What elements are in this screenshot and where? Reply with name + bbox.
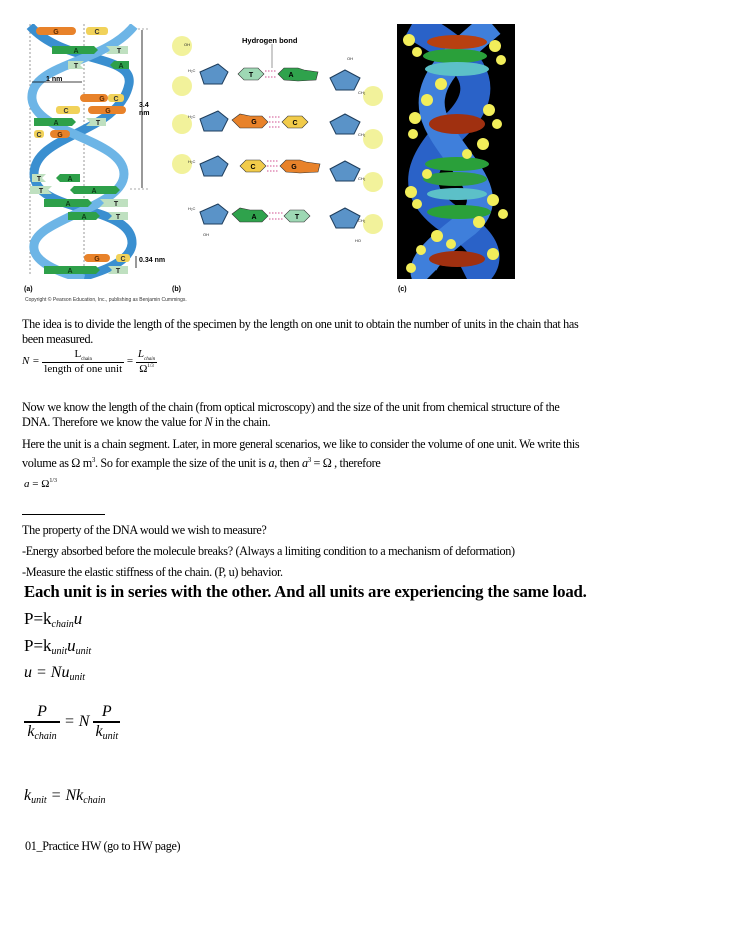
eq4-sub-unit: unit: [51, 646, 68, 657]
equation-kunit: [24, 787, 105, 806]
section-divider: [22, 514, 105, 515]
eq-l2-main: L: [137, 348, 145, 360]
svg-text:OH: OH: [203, 232, 209, 237]
svg-text:CH₂: CH₂: [358, 218, 366, 223]
p2b-post: in the chain.: [212, 415, 271, 429]
svg-text:G: G: [105, 108, 111, 115]
question-property: The property of the DNA would we wish to measure?: [22, 523, 267, 537]
svg-text:T: T: [115, 214, 121, 221]
p2b-pre: DNA. Therefore we know the value for: [22, 415, 205, 429]
p3b-sup2: 3: [307, 456, 311, 464]
svg-text:C: C: [292, 120, 298, 127]
eq6-p2: P: [93, 703, 120, 723]
svg-text:OH: OH: [347, 56, 353, 61]
eq-l-sub: chain: [81, 357, 92, 362]
svg-text:CH₂: CH₂: [358, 176, 366, 181]
svg-text:G: G: [57, 132, 63, 139]
svg-text:T: T: [294, 214, 300, 221]
eq6-eq-n: = N: [60, 713, 94, 731]
svg-text:CH₂: CH₂: [358, 132, 366, 137]
fraction-chain-over-unit: [42, 348, 124, 375]
copyright-notice: Copyright © Pearson Education, Inc., publishing as Benjamin Cummings.: [25, 297, 187, 303]
series-statement: Each unit is in series with the other. And all units are experiencing the same load.: [24, 582, 587, 601]
equation-u-n: [24, 664, 85, 683]
double-helix-diagram: [24, 24, 159, 279]
eq-equals: =: [126, 355, 134, 368]
paragraph-idea: The idea is to divide the length of the specimen by the length on one unit to obtain the number of units in the chain that has: [22, 317, 579, 331]
eq7-sub-chain: chain: [83, 795, 106, 806]
p3b-then: , then: [274, 456, 302, 470]
panel-a-double-helix: [24, 24, 166, 293]
svg-text:C: C: [113, 96, 119, 103]
svg-text:H₂C: H₂C: [188, 114, 196, 119]
panel-c-space-filling-model: [397, 24, 515, 279]
p3b-post: = Ω , therefore: [310, 456, 381, 470]
svg-text:G: G: [94, 256, 100, 263]
eq7-k: k: [24, 787, 32, 804]
svg-text:T: T: [73, 63, 79, 70]
fraction-p-kunit: [93, 703, 120, 742]
p3b-a: a: [268, 456, 275, 470]
paragraph-know-length-cont: [22, 414, 270, 430]
paragraph-know-length: Now we know the length of the chain (from optical microscopy) and the size of the unit from chemical structure of the: [22, 400, 560, 414]
svg-text:C: C: [250, 164, 256, 171]
eq7-eq-n: = N: [46, 787, 77, 804]
eq3-sub-chain: chain: [51, 619, 74, 630]
svg-text:G: G: [99, 96, 105, 103]
svg-text:T: T: [248, 72, 254, 79]
eq4-sub-unit2: unit: [75, 646, 92, 657]
eq4-pk: P=k: [24, 636, 52, 655]
panel-b-label: (b): [172, 286, 181, 293]
fraction-p-kchain: [24, 703, 60, 742]
eq5-u: u: [24, 664, 32, 681]
eq6-sub-unit: unit: [102, 731, 119, 742]
svg-text:H₂C: H₂C: [188, 68, 196, 73]
svg-text:A: A: [67, 176, 73, 183]
equation-p-kchain: [24, 609, 82, 630]
svg-text:A: A: [288, 72, 294, 79]
eq-omega-exp: 1/3: [147, 364, 154, 369]
dim-pitch-label: 3.4: [139, 102, 149, 109]
panel-c-label: (c): [398, 286, 407, 293]
eq5-sub-unit: unit: [69, 672, 86, 683]
eq-den-length: length of one unit: [44, 363, 123, 375]
eq3-pk: P=k: [24, 609, 52, 628]
eq6-sub-chain: chain: [34, 731, 57, 742]
svg-text:A: A: [81, 214, 87, 221]
eq5-u2: u: [61, 664, 70, 681]
svg-text:H₂C: H₂C: [188, 206, 196, 211]
eq5-eq-n: = N: [32, 664, 62, 681]
panel-a-label: (a): [24, 286, 33, 293]
svg-text:A: A: [53, 120, 59, 127]
eq-l-main: L: [74, 348, 82, 360]
eq4-u: u: [67, 636, 76, 655]
eq2-a: a: [24, 478, 30, 490]
svg-text:T: T: [38, 188, 44, 195]
eq6-k: k: [27, 723, 35, 740]
svg-text:H₂C: H₂C: [188, 159, 196, 164]
paragraph-idea-cont: been measured.: [22, 332, 93, 346]
eq6-k2: k: [95, 723, 103, 740]
bullet-stiffness: -Measure the elastic stiffness of the chain. (P, u) behavior.: [22, 565, 283, 579]
svg-text:G: G: [53, 29, 59, 36]
base-pair-diagram: [170, 24, 395, 279]
svg-text:A: A: [67, 268, 73, 275]
eq6-p: P: [24, 703, 60, 723]
svg-text:C: C: [63, 108, 69, 115]
fraction-chain-over-omega: [136, 348, 157, 375]
space-filling-model-image: [397, 24, 515, 279]
svg-text:C: C: [36, 132, 42, 139]
paragraph-unit-volume-cont: [22, 452, 380, 471]
p3b-pre: volume as Ω m: [22, 456, 92, 470]
svg-text:A: A: [65, 201, 71, 208]
eq2-exp: 1/3: [49, 478, 58, 484]
svg-text:A: A: [73, 48, 79, 55]
svg-text:A: A: [251, 214, 257, 221]
svg-text:OH: OH: [184, 42, 190, 47]
bullet-energy: -Energy absorbed before the molecule breaks? (Always a limiting condition to a mechanism of deformation): [22, 544, 515, 558]
practice-hw-link[interactable]: 01_Practice HW (go to HW page): [25, 839, 181, 853]
dna-figure: [22, 22, 522, 307]
eq7-sub-unit: unit: [31, 795, 47, 806]
panel-b-base-pairs: [170, 24, 395, 293]
equation-p-kunit: [24, 636, 91, 657]
p3b-mid: . So for example the size of the unit is: [95, 456, 269, 470]
eq-l2-sub: chain: [144, 357, 156, 362]
svg-text:T: T: [36, 176, 42, 183]
paragraph-unit-volume: Here the unit is a chain segment. Later, in more general scenarios, we like to consider the volume of one unit. We write this: [22, 437, 580, 451]
dim-pitch-unit: nm: [139, 110, 150, 117]
svg-text:A: A: [118, 63, 124, 70]
equation-a-omega: [24, 478, 57, 490]
svg-text:G: G: [251, 119, 257, 126]
equation-n: [22, 348, 157, 375]
hydrogen-bond-label: Hydrogen bond: [242, 36, 298, 45]
dim-rise-label: 0.34 nm: [139, 257, 166, 264]
eq3-u: u: [73, 609, 83, 628]
dim-width-label: 1 nm: [46, 76, 63, 83]
eq7-k2: k: [76, 787, 84, 804]
svg-text:T: T: [95, 120, 101, 127]
svg-text:T: T: [113, 201, 119, 208]
svg-text:T: T: [115, 268, 121, 275]
svg-text:C: C: [94, 29, 100, 36]
svg-text:C: C: [120, 256, 126, 263]
svg-text:HO: HO: [355, 238, 361, 243]
svg-text:G: G: [291, 164, 297, 171]
eq-omega: Ω: [139, 363, 148, 375]
svg-text:A: A: [91, 188, 97, 195]
eq2-omega: = Ω: [29, 478, 50, 490]
eq-n-lhs: N =: [22, 355, 40, 368]
p3b-sup: 3: [91, 456, 95, 464]
equation-ratio: [24, 703, 120, 742]
p2b-var-n: N: [204, 415, 213, 429]
p3b-a2: a: [301, 456, 308, 470]
svg-text:T: T: [116, 48, 122, 55]
svg-text:CH₂: CH₂: [358, 90, 366, 95]
